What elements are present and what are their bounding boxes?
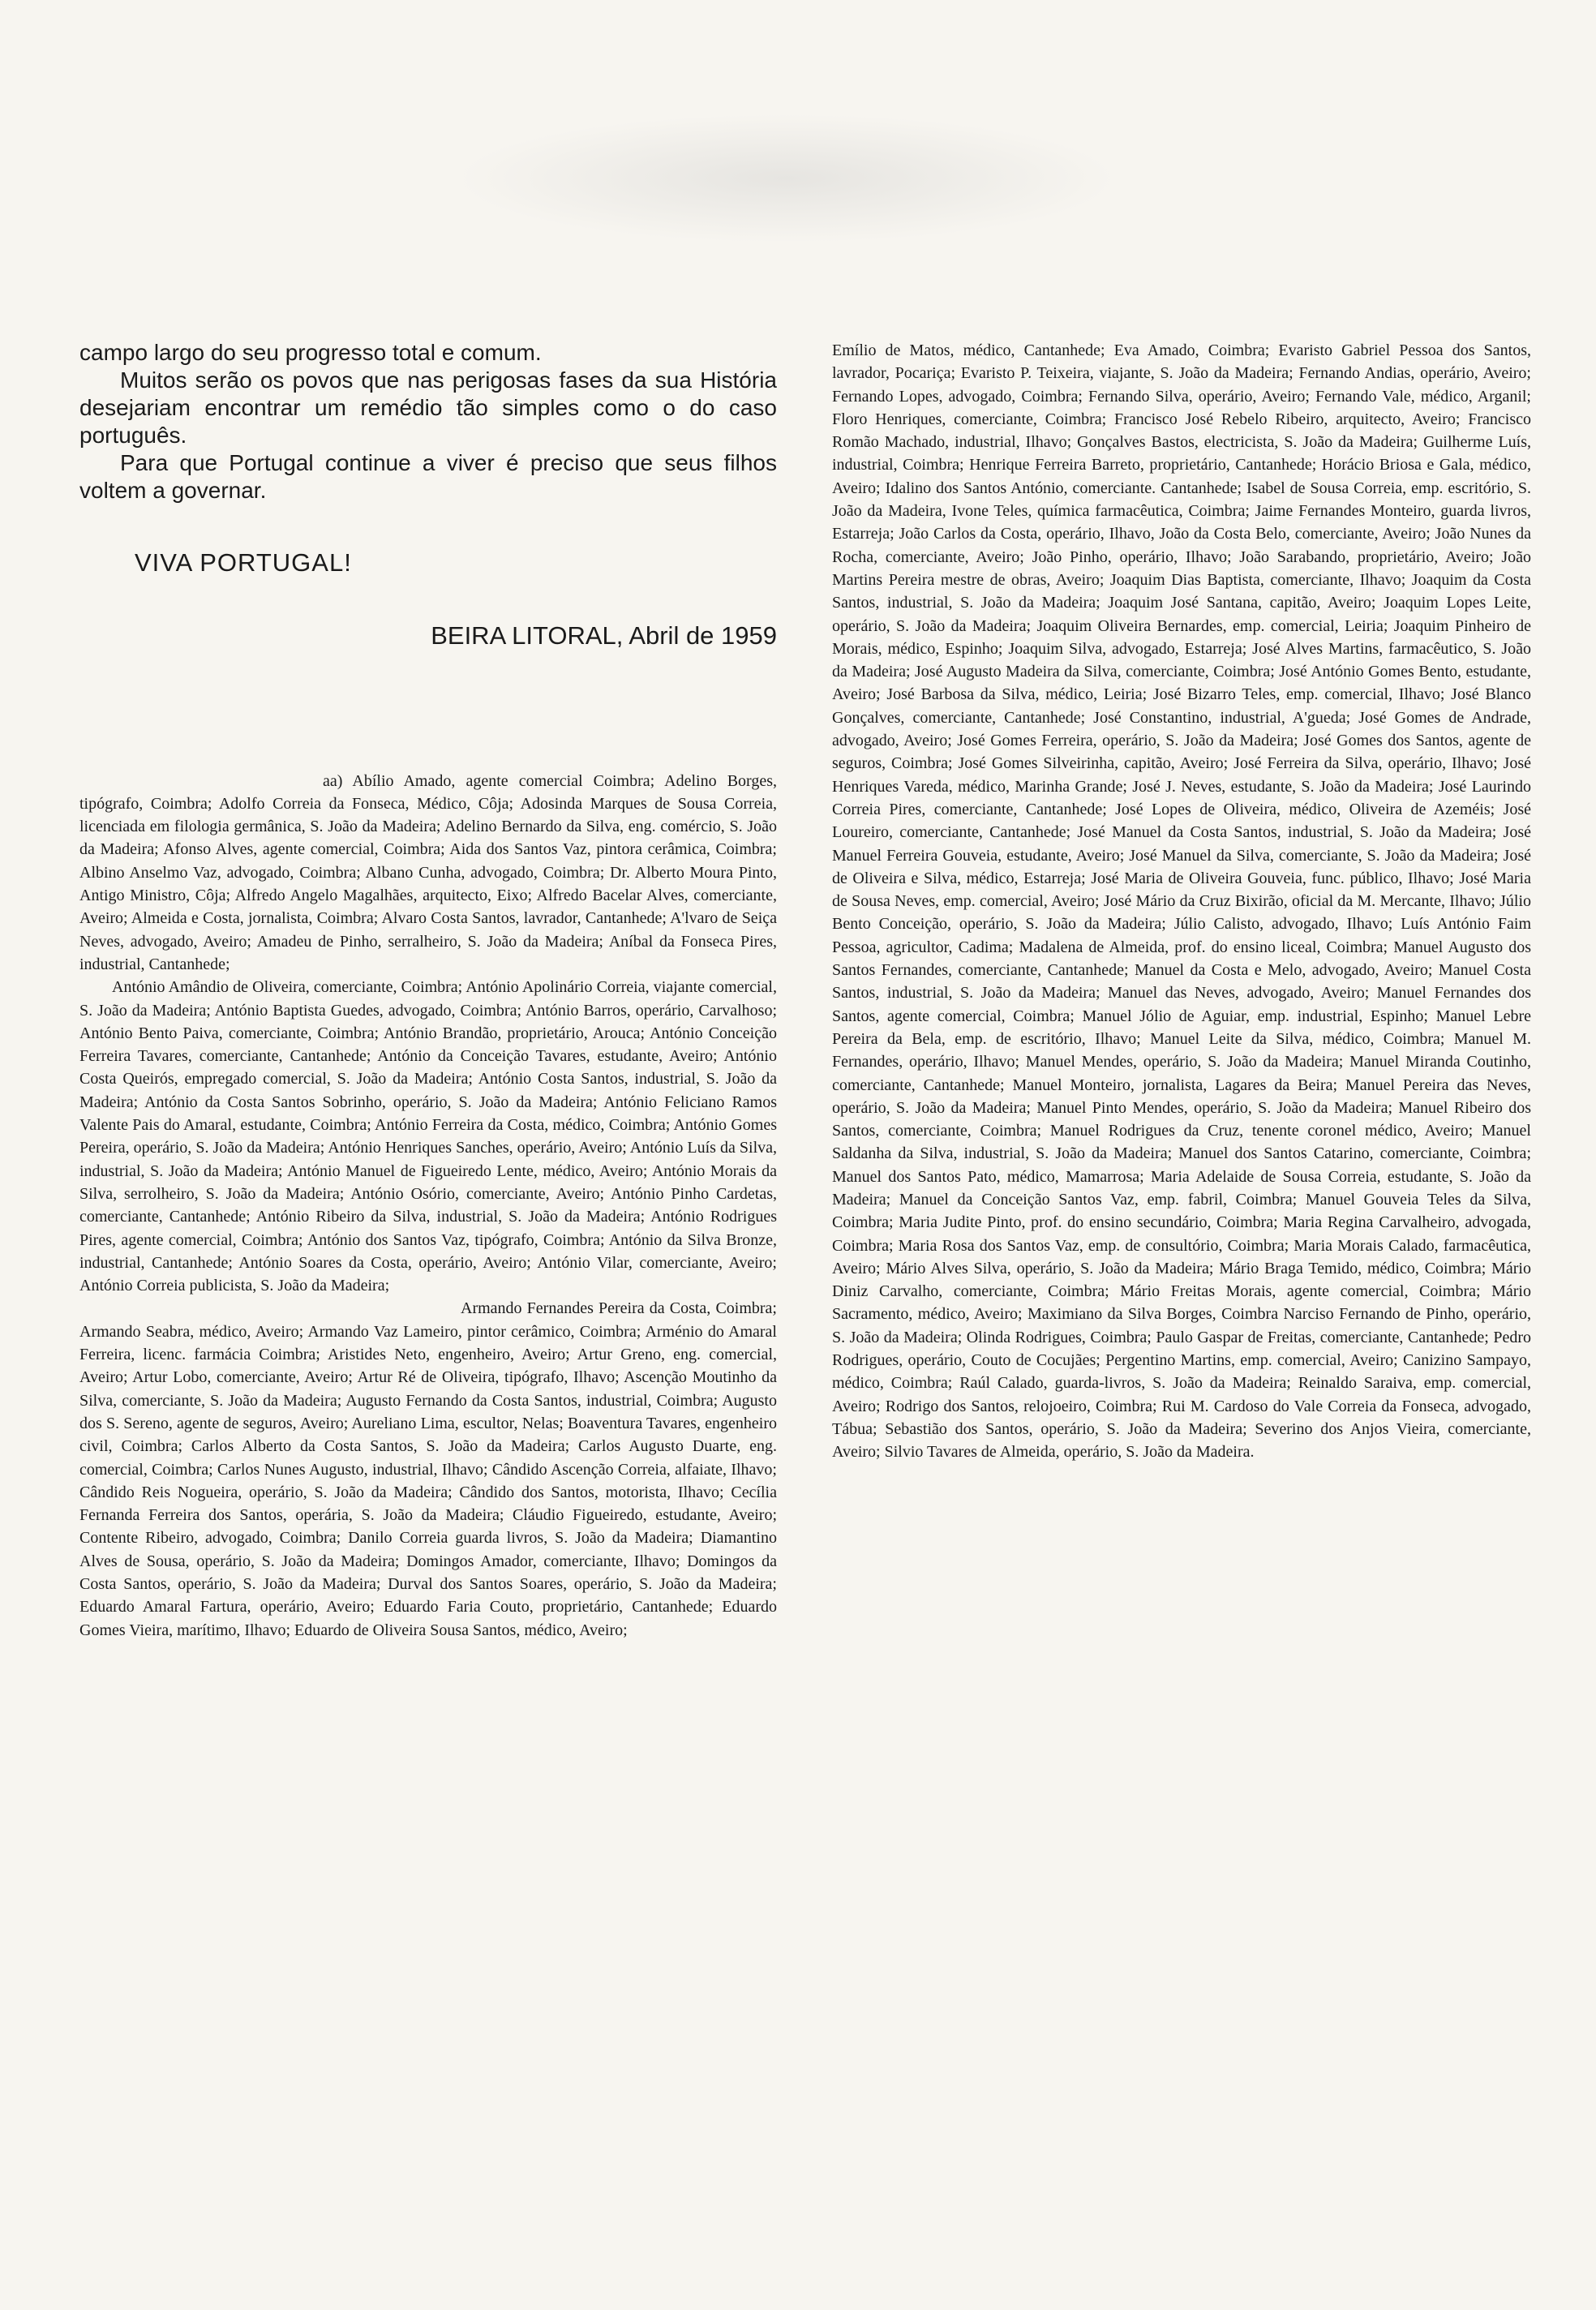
signatories-left (79, 770, 777, 1642)
signatories-right (832, 339, 1531, 1464)
intro-line-1: campo largo do seu progresso total e comum. (79, 340, 542, 365)
signatories-paragraph: Emílio de Matos, médico, Cantanhede; Eva Amado, Coimbra; Evaristo Gabriel Pessoa dos Santos, lavrador, Pocariça; Evaristo P. Teixeira, viajante, S. João da Madeira; Fernando Andias, operário, Aveiro; Fernando Lopes, advogado, Coimbra; Fernando Silva, operário, Aveiro; Fernando Vale, médico, Arganil; Floro Henriques, comerciante, Coimbra; Francisco José Rebelo Ribeiro, arquitecto, Aveiro; Francisco Romão Machado, industrial, Ilhavo; Gonçalves Bastos, electricista, S. João da Madeira; Guilherme Luís, industrial, Coimbra; Henrique Ferreira Barreto, proprietário, Cantanhede; Horácio Briosa e Gala, médico, Aveiro; Idalino dos Santos António, comerciante. Cantanhede; Isabel de Sousa Correia, emp. escritório, S. João da Madeira, Ivone Teles, química farmacêutica, Coimbra; Jaime Fernandes Monteiro, guarda livros, Estarreja; João Carlos da Costa, operário, Ilhavo, João da Costa Belo, comerciante, Aveiro; João Nunes da Rocha, comerciante, Aveiro; João Pinho, operário, Ilhavo; João Sarabando, proprietário, Aveiro; João Martins Pereira mestre de obras, Aveiro; Joaquim Dias Baptista, comerciante, Ilhavo; Joaquim da Costa Santos, industrial, S. João da Madeira; Joaquim José Santana, capitão, Aveiro; Joaquim Lopes Leite, operário, S. João da Madeira; Joaquim Oliveira Bernardes, emp. comercial, Leiria; Joaquim Pinheiro de Morais, médico, Espinho; Joaquim Silva, advogado, Estarreja; José Alves Martins, farmacêutico, S. João da Madeira; José Augusto Madeira da Silva, comerciante, Coimbra; José António Gomes Bento, estudante, Aveiro; José Barbosa da Silva, médico, Leiria; José Bizarro Teles, emp. comercial, Ilhavo; José Blanco Gonçalves, comerciante, Cantanhede; José Constantino, industrial, A'gueda; José Gomes de Andrade, advogado, Aveiro; José Gomes Ferreira, operário, S. João da Madeira; José Gomes dos Santos, agente de seguros, Coimbra; José Gomes Silveirinha, capitão, Aveiro; José Ferreira da Silva, operário, Ilhavo; José Henriques Vareda, médico, Marinha Grande; José J. Neves, estudante, S. João da Madeira; José Laurindo Correia Pires, comerciante, Cantanhede; José Lopes de Oliveira, médico, Oliveira de Azeméis; José Loureiro, comerciante, Cantanhede; José Manuel da Costa Santos, industrial, S. João da Madeira; José Manuel Ferreira Gouveia, estudante, Aveiro; José Manuel da Silva, comerciante, S. João da Madeira; José de Oliveira e Silva, médico, Estarreja; José Maria de Oliveira Gouveia, func. público, Ilhavo; José Maria de Sousa Neves, emp. comercial, Aveiro; José Mário da Cruz Bixirão, oficial da M. Mercante, Ilhavo; Júlio Bento Conceição, operário, S. João da Madeira; Júlio Calisto, advogado, Ilhavo; Luís António Faim Pessoa, agricultor, Cadima; Madalena de Almeida, prof. do ensino liceal, Coimbra; Manuel Augusto dos Santos Fernandes, comerciante, Cantanhede; Manuel da Costa e Melo, advogado, Aveiro; Manuel Costa Santos, industrial, S. João da Madeira; Manuel das Neves, advogado, Aveiro; Manuel Fernandes dos Santos, agente comercial, Coimbra; Manuel Jólio de Aguiar, emp. industrial, Espinho; Manuel Lebre Pereira da Bela, emp. de escritório, Ilhavo; Manuel Leite da Silva, médico, Coimbra; Manuel M. Fernandes, operário, Ilhavo; Manuel Mendes, operário, S. João da Madeira; Manuel Miranda Coutinho, comerciante, Cantanhede; Manuel Monteiro, jornalista, Lagares da Beira; Manuel Pereira das Neves, operário, S. João da Madeira; Manuel Pinto Mendes, operário, S. João da Madeira; Manuel Ribeiro dos Santos, comerciante, Coimbra; Manuel Rodrigues da Cruz, tenente coronel médico, Aveiro; Manuel Saldanha da Silva, industrial, S. João da Madeira; Manuel dos Santos Catarino, comerciante, Coimbra; Manuel dos Santos Pato, médico, Mamarrosa; Maria Adelaide de Sousa Correia, estudante, S. João da Madeira; Manuel da Conceição Santos Vaz, emp. fabril, Coimbra; Manuel Gouveia Teles da Silva, Coimbra; Maria Judite Pinto, prof. do ensino secundário, Coimbra; Maria Regina Carvalheiro, advogada, Coimbra; Maria Rosa dos Santos Vaz, emp. de consultório, Coimbra; Maria Morais Calado, farmacêutica, Aveiro; Mário Alves Silva, operário, S. João da Madeira; Mário Braga Temido, médico, Coimbra; Mário Diniz Carvalho, comerciante, Coimbra; Mário Freitas Morais, agente comercial, Coimbra; Mário Sacramento, médico, Aveiro; Maximiano da Silva Borges, Coimbra Narciso Fernando de Pinho, operário, S. João da Madeira; Olinda Rodrigues, Coimbra; Paulo Gaspar de Freitas, comerciante, Cantanhede; Pedro Rodrigues, operário, Couto de Cocujães; Pergentino Martins, emp. comercial, Aveiro; Canizino Sampayo, médico, Coimbra; Raúl Calado, guarda-livros, S. João da Madeira; Reinaldo Saraiva, emp. comercial, Aveiro; Rodrigo dos Santos, relojoeiro, Coimbra; Rui M. Cardoso do Vale Correia da Fonseca, advogado, Tábua; Sebastião dos Santos, operário, S. João da Madeira; Severino dos Anjos Vieira, comerciante, Aveiro; Silvio Tavares de Almeida, operário, S. João da Madeira. (832, 341, 1531, 1462)
intro-paragraph-2: Muitos serão os povos que nas perigosas fases da sua História desejariam encontrar um remédio tão simples como o do caso português. (79, 367, 777, 448)
header-smudge (454, 114, 1119, 243)
dateline: BEIRA LITORAL, Abril de 1959 (431, 621, 777, 650)
intro-text (79, 339, 777, 505)
signatories-paragraph: Armando Fernandes Pereira da Costa, Coimbra; Armando Seabra, médico, Aveiro; Armando Vaz Lameiro, pintor cerâmico, Coimbra; Arménio do Amaral Ferreira, licenc. farmácia Coimbra; Aristides Neto, engenheiro, Aveiro; Artur Greno, eng. comercial, Aveiro; Artur Lobo, comerciante, Aveiro; Artur Ré de Oliveira, tipógrafo, Ilhavo; Ascenção Moutinho da Silva, comerciante, S. João da Madeira; Augusto Fernando da Costa Santos, industrial, Coimbra; Augusto dos S. Sereno, agente de seguros, Aveiro; Aureliano Lima, escultor, Nelas; Boaventura Tavares, engenheiro civil, Coimbra; Carlos Alberto da Costa Santos, S. João da Madeira; Carlos Augusto Duarte, eng. comercial, Coimbra; Carlos Nunes Augusto, industrial, Ilhavo; Cândido Ascenção Correia, alfaiate, Ilhavo; Cândido Reis Nogueira, operário, S. João da Madeira; Cândido dos Santos, motorista, Ilhavo; Cecília Fernanda Ferreira dos Santos, operária, S. João da Madeira; Cláudio Figueiredo, estudante, Aveiro; Contente Ribeiro, advogado, Coimbra; Danilo Correia guarda livros, S. João da Madeira; Diamantino Alves de Sousa, operário, S. João da Madeira; Domingos Amador, comerciante, Ilhavo; Domingos da Costa Santos, operário, S. João da Madeira; Durval dos Santos Soares, operário, S. João da Madeira; Eduardo Amaral Fartura, operário, Aveiro; Eduardo Faria Couto, proprietário, Cantanhede; Eduardo Gomes Vieira, marítimo, Ilhavo; Eduardo de Oliveira Sousa Santos, médico, Aveiro; (79, 1299, 777, 1639)
intro-paragraph-3: Para que Portugal continue a viver é preciso que seus filhos voltem a governar. (79, 450, 777, 503)
viva-heading: VIVA PORTUGAL! (135, 548, 352, 577)
signatories-paragraph: aa) Abílio Amado, agente comercial Coimbra; Adelino Borges, tipógrafo, Coimbra; Adolfo Correia da Fonseca, Médico, Côja; Adosinda Marques de Sousa Correia, licenciada em filologia germânica, S. João da Madeira; Adelino Bernardo da Silva, eng. comércio, S. João da Madeira; Afonso Alves, agente comercial, Coimbra; Aida dos Santos Vaz, pintora cerâmica, Coimbra; Albino Anselmo Vaz, advogado, Coimbra; Albano Cunha, advogado, Coimbra; Dr. Alberto Moura Pinto, Antigo Ministro, Côja; Alfredo Angelo Magalhães, arquitecto, Eixo; Alfredo Bacelar Alves, comerciante, Aveiro; Almeida e Costa, jornalista, Coimbra; Alvaro Costa Santos, lavrador, Cantanhede; A'lvaro de Seiça Neves, advogado, Aveiro; Amadeu de Pinho, serralheiro, S. João da Madeira; Aníbal da Fonseca Pires, industrial, Cantanhede; (79, 771, 777, 973)
left-column (79, 339, 777, 1642)
right-column (832, 339, 1531, 1464)
signatories-paragraph: António Amândio de Oliveira, comerciante, Coimbra; António Apolinário Correia, viajante comercial, S. João da Madeira; António Baptista Guedes, advogado, Coimbra; António Barros, operário, Carvalhoso; António Bento Paiva, comerciante, Coimbra; António Brandão, proprietário, Arouca; António Conceição Ferreira Tavares, comerciante, Cantanhede; António da Conceição Tavares, estudante, Aveiro; António Costa Queirós, empregado comercial, S. João da Madeira; António Costa Santos, industrial, S. João da Madeira; António da Costa Santos Sobrinho, operário, S. João da Madeira; António Feliciano Ramos Valente Pais do Amaral, estudante, Coimbra; António Ferreira da Costa, médico, Coimbra; António Gomes Pereira, operário, S. João da Madeira; António Henriques Sanches, operário, Aveiro; António Luís da Silva, industrial, S. João da Madeira; António Manuel de Figueiredo Lente, médico, Aveiro; António Morais da Silva, serrolheiro, S. João da Madeira; António Osório, comerciante, Aveiro; António Pinho Cardetas, comerciante, Cantanhede; António Ribeiro da Silva, industrial, S. João da Madeira; António Rodrigues Pires, agente comercial, Coimbra; António dos Santos Vaz, tipógrafo, Coimbra; António da Silva Bronze, industrial, Cantanhede; António Soares da Costa, operário, Aveiro; António Vilar, comerciante, Aveiro; António Correia publicista, S. João da Madeira; (79, 978, 777, 1295)
